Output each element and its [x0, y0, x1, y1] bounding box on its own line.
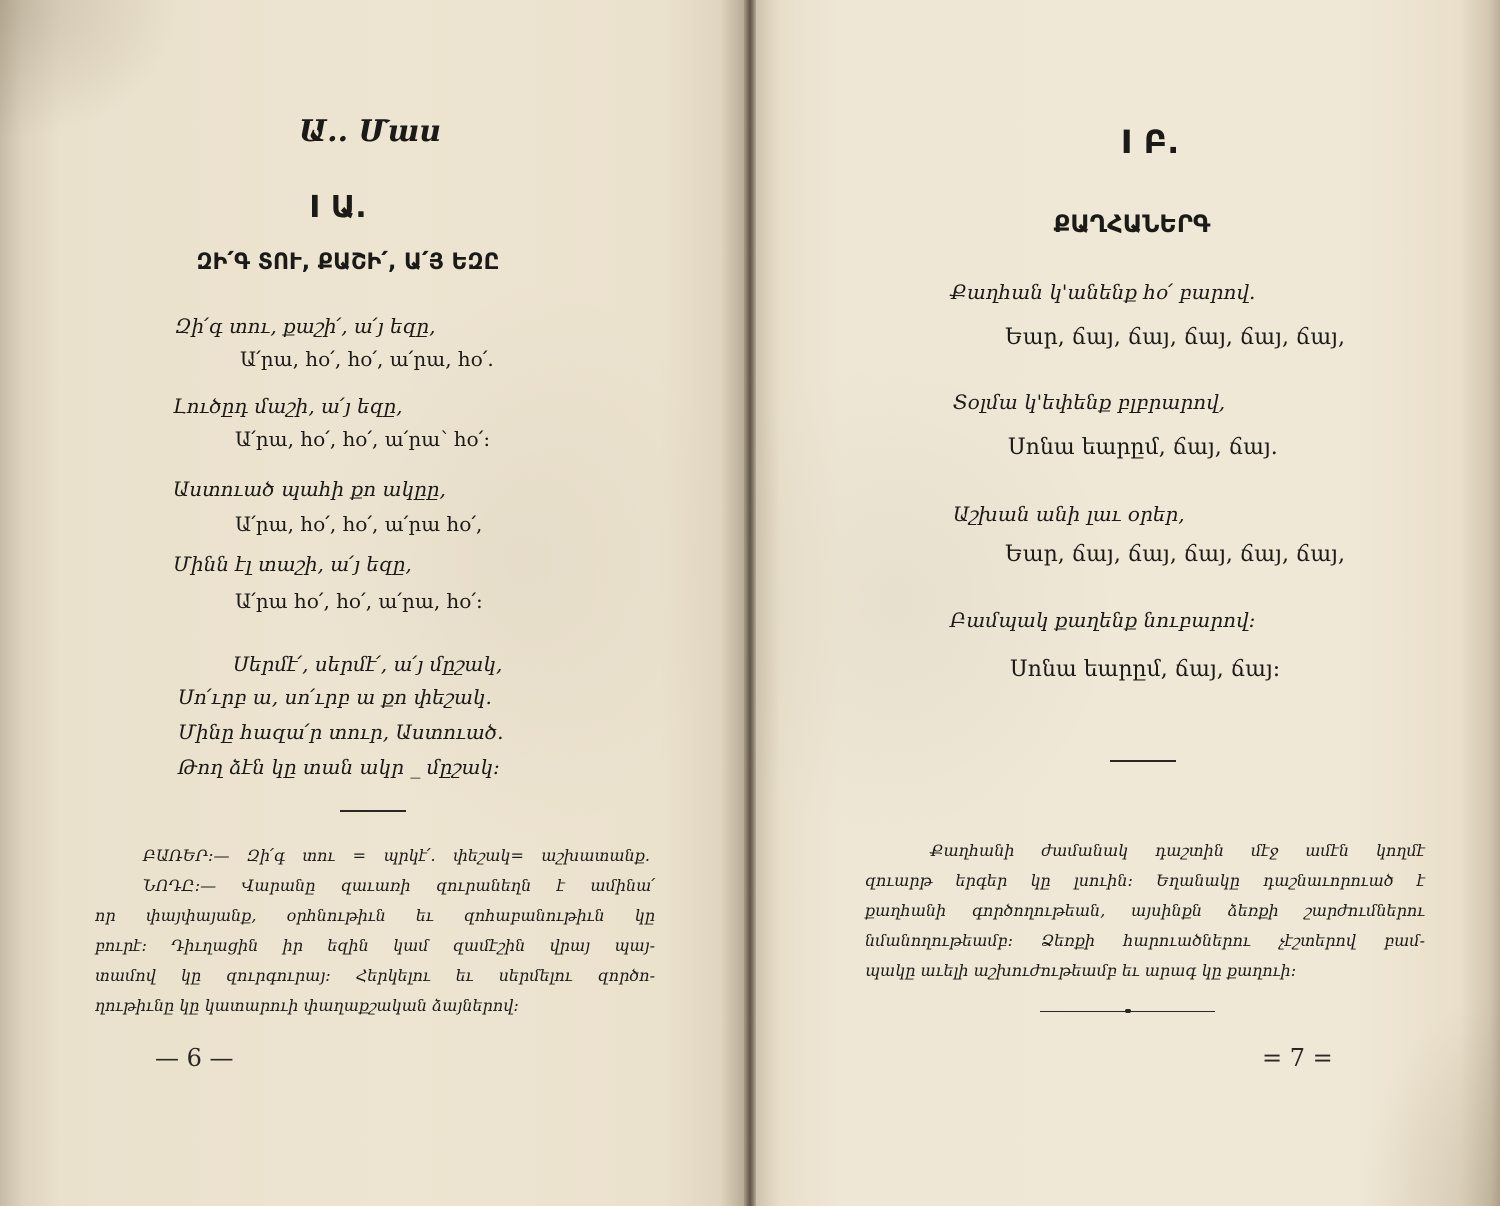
poem-line: Քաղհան կ'անենք հօ՛ բարով.	[950, 280, 1256, 304]
note-line: բուրէ: Դիւղացին իր եզին կամ զամէշին վրայ պայ-	[95, 936, 655, 955]
poem-refrain: Ա՛րա, հօ՛, հօ՛, ա՛րա՝ հօ՛:	[235, 427, 491, 451]
note-line: պակը աւելի աշխուժութեամբ եւ արագ կը քաղուի:	[865, 961, 1297, 980]
poem-line: Մինն էլ տաշի, ա՛յ եզը,	[173, 552, 412, 576]
poem-line: Սո՛ւրբ ա, սո՛ւրբ ա քո փեշակ.	[178, 685, 492, 709]
section-number: I Ա.	[309, 190, 367, 225]
poem-refrain: Եար, ճայ, ճայ, ճայ, ճայ, ճայ,	[1005, 325, 1345, 350]
page-number: — 6 —	[155, 1044, 234, 1072]
poem-line: Մինը հազա՛ր տուր, Աստուած.	[178, 720, 504, 744]
page-number: = 7 =	[1262, 1044, 1333, 1072]
poem-line: Թող ձէն կը տան ակր _ մըշակ:	[178, 755, 500, 779]
poem-line: Բամպակ քաղենք նուբարով:	[950, 608, 1256, 632]
poem-refrain: Եար, ճայ, ճայ, ճայ, ճայ, ճայ,	[1005, 542, 1345, 567]
section-divider	[340, 810, 406, 812]
note-line: որ փայփայանք, օրհնութիւն եւ զոհաբանութիւն կը	[95, 906, 655, 925]
poem-line: Աշխան անի լաւ օրեր,	[953, 502, 1185, 526]
poem-line: Զի՛գ տու, քաշի՛, ա՛յ եզը,	[175, 314, 436, 338]
book-gutter	[744, 0, 756, 1206]
poem-refrain: Ա՛րա, հօ՛, հօ՛, ա՛րա, հօ՛.	[240, 347, 494, 371]
poem-line: Աստուած պահի քո ակըը,	[173, 477, 446, 501]
poem-line: Տօլմա կ'եփենք բլբրարով,	[953, 390, 1226, 414]
poem-refrain: Ա՛րա հօ՛, հօ՛, ա՛րա, հօ՛:	[235, 589, 483, 613]
note-line: քաղհանի գործողութեան, այսինքն ձեռքի շարժումներու	[865, 901, 1425, 920]
note-line: նմանողութեամբ: Ձեռքի հարուածներու չէշտերով բամ-	[865, 931, 1425, 950]
note-line: տամով կը զուրգուրայ: Հերկելու եւ սերմելու զործո-	[95, 966, 655, 985]
right-page	[750, 0, 1500, 1206]
note-line: ՆՈԴԸ:— Վարանը զաւառի զուրանեղն է ամինա՛	[143, 876, 655, 895]
part-title: Ա.. Մաս	[298, 114, 442, 149]
note-line: Քաղհանի ժամանակ դաշտին մէջ ամէն կողմէ	[930, 841, 1425, 860]
note-line: զուարթ երգեր կը լսուին: Եղանակը դաշնաւորուած է	[865, 871, 1425, 890]
poem-title: ԶԻ՛Գ ՏՈՒ, ՔԱՇԻ՛, Ա՛Յ ԵԶԸ	[196, 250, 500, 275]
glossary-line: ԲԱՌԵՐ:— Զի՛գ տու = պրկէ՛. փեշակ= աշխատանք.	[143, 846, 650, 865]
section-number: I Բ.	[1120, 123, 1180, 161]
poem-line: Սերմէ՛, սերմէ՛, ա՛յ մըշակ,	[233, 652, 503, 676]
section-divider	[1110, 760, 1176, 762]
poem-line: Լուծըդ մաշի, ա՛յ եզը,	[173, 394, 403, 418]
poem-refrain: Սոնա եարըմ, ճայ, ճայ.	[1008, 435, 1278, 460]
note-line: ղութիւնը կը կատարուի փաղաքշական ձայներով:	[95, 996, 519, 1015]
divider-ornament	[1125, 1009, 1131, 1013]
poem-refrain: Ա՛րա, հօ՛, հօ՛, ա՛րա հօ՛,	[235, 512, 483, 536]
poem-refrain: Սոնա եարըմ, ճայ, ճայ:	[1010, 657, 1281, 682]
poem-title: ՔԱՂՀԱՆԵՐԳ	[1053, 210, 1211, 238]
